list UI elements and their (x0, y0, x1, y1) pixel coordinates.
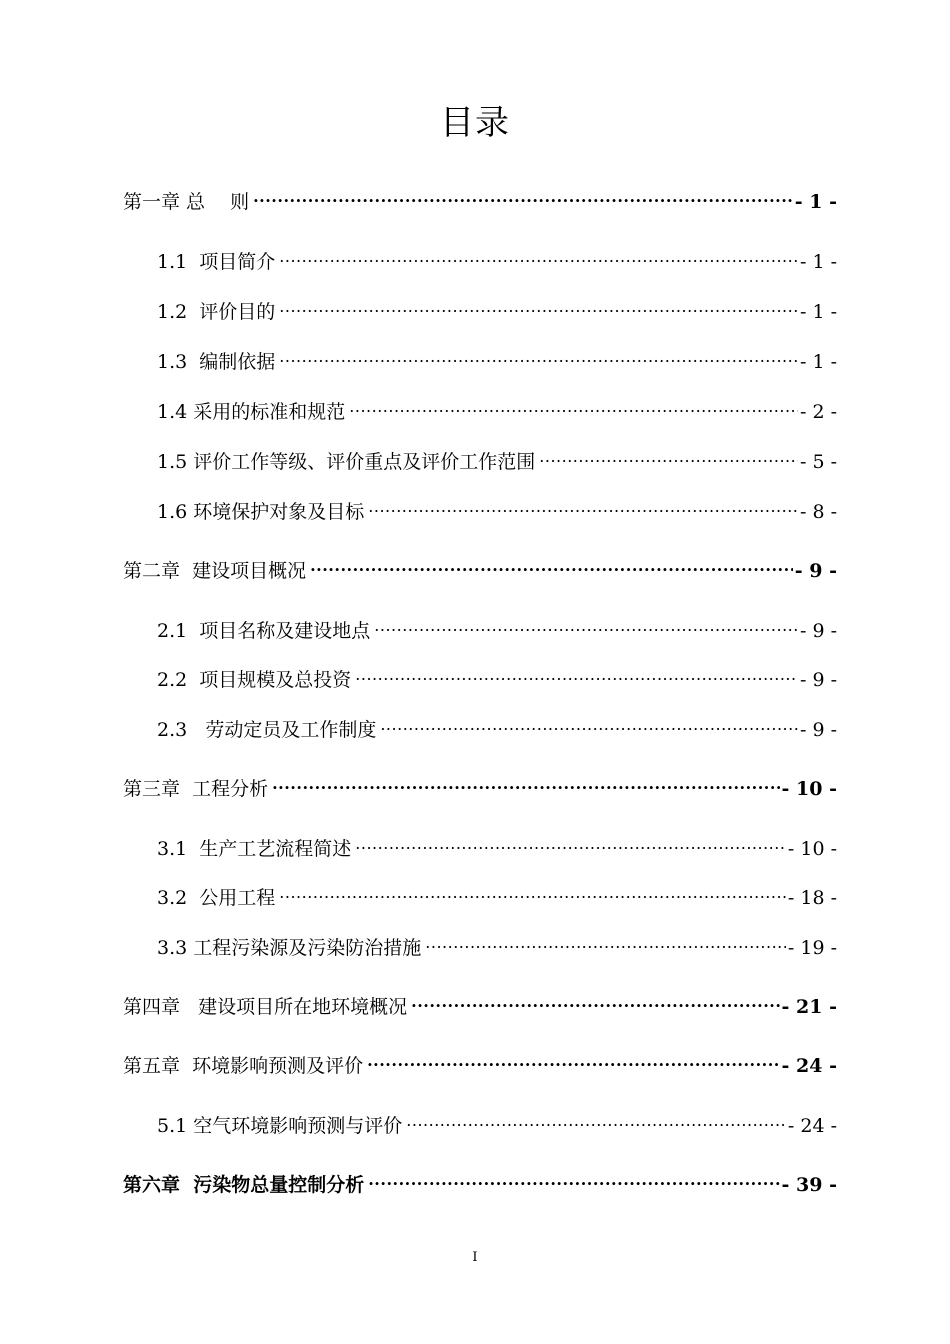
dot-leader (272, 765, 779, 795)
toc-entry-page: - 18 - (787, 887, 837, 909)
toc-entry-chapter-3[interactable] (123, 765, 837, 800)
toc-entry-chapter-5[interactable] (123, 1042, 837, 1077)
toc-entry-page: - 1 - (799, 301, 837, 323)
dot-leader (279, 338, 798, 368)
dot-leader (425, 924, 786, 954)
toc-entry-chapter-1[interactable] (123, 178, 837, 213)
toc-entry-section-1-2[interactable] (157, 288, 837, 323)
toc-entry-section-3-1[interactable] (157, 825, 837, 860)
toc-entry-section-1-6[interactable] (157, 488, 837, 523)
toc-entry-page: - 1 - (799, 351, 837, 373)
dot-leader (355, 825, 786, 855)
toc-entry-section-2-1[interactable] (157, 607, 837, 642)
toc-entry-label: 3.1 生产工艺流程简述 (157, 838, 352, 860)
toc-entry-page: - 10 - (787, 838, 837, 860)
toc-entry-page: - 2 - (799, 401, 837, 423)
toc-entry-page: - 19 - (787, 937, 837, 959)
toc-entry-page: - 1 - (799, 251, 837, 273)
toc-entry-chapter-4[interactable] (123, 983, 837, 1018)
dot-leader (539, 438, 798, 468)
toc-entry-label: 2.2 项目规模及总投资 (157, 669, 352, 691)
dot-leader (374, 607, 798, 637)
toc-entry-label: 5.1 空气环境影响预测与评价 (157, 1115, 403, 1137)
toc-entry-label: 1.2 评价目的 (157, 301, 276, 323)
toc-entry-label: 1.1 项目简介 (157, 251, 276, 273)
toc-entry-label: 3.2 公用工程 (157, 887, 276, 909)
dot-leader (279, 288, 798, 318)
toc-entry-section-5-1[interactable] (157, 1102, 837, 1137)
toc-entry-section-1-5[interactable] (157, 438, 837, 473)
toc-entry-page: - 5 - (799, 451, 837, 473)
toc-entry-label: 第四章 建设项目所在地环境概况 (123, 996, 408, 1018)
toc-entry-chapter-2[interactable] (123, 547, 837, 582)
toc-entry-section-1-3[interactable] (157, 338, 837, 373)
dot-leader (310, 547, 793, 577)
page-title: 目录 (440, 103, 510, 143)
page-number: I (472, 1250, 478, 1265)
dot-leader (411, 983, 779, 1013)
toc-entry-page: - 24 - (781, 1055, 837, 1077)
dot-leader (279, 874, 786, 904)
dot-leader (367, 1042, 779, 1072)
toc-entry-page: - 8 - (799, 501, 837, 523)
toc-entry-section-2-2[interactable] (157, 656, 837, 691)
toc-entry-section-3-2[interactable] (157, 874, 837, 909)
toc-entry-page: - 9 - (799, 719, 837, 741)
toc-entry-section-2-3[interactable] (157, 706, 837, 741)
dot-leader (279, 238, 798, 268)
toc-entry-page: - 10 - (781, 778, 837, 800)
dot-leader (380, 706, 798, 736)
dot-leader (368, 488, 798, 518)
toc-entry-label: 第六章 污染物总量控制分析 (123, 1174, 365, 1196)
toc-entry-label: 第三章 工程分析 (123, 778, 269, 800)
toc-entry-label: 1.5 评价工作等级、评价重点及评价工作范围 (157, 451, 536, 473)
dot-leader (349, 388, 798, 418)
toc-entry-page: - 24 - (787, 1115, 837, 1137)
toc-entry-label: 第五章 环境影响预测及评价 (123, 1055, 364, 1077)
toc-entry-page: - 9 - (799, 669, 837, 691)
dot-leader (253, 178, 793, 208)
toc-entry-chapter-6[interactable] (123, 1161, 837, 1196)
toc-entry-page: - 9 - (794, 560, 837, 582)
toc-entry-label: 1.3 编制依据 (157, 351, 276, 373)
toc-entry-label: 1.4 采用的标准和规范 (157, 401, 346, 423)
toc-entry-label: 1.6 环境保护对象及目标 (157, 501, 365, 523)
toc-entry-page: - 21 - (781, 996, 837, 1018)
toc-entry-label: 3.3 工程污染源及污染防治措施 (157, 937, 422, 959)
toc-entry-page: - 9 - (799, 620, 837, 642)
dot-leader (406, 1102, 786, 1132)
toc-entry-label: 第一章 总 则 (123, 191, 250, 213)
dot-leader (355, 656, 798, 686)
toc-entry-section-1-4[interactable] (157, 388, 837, 423)
toc-entry-section-3-3[interactable] (157, 924, 837, 959)
toc-entry-label: 2.1 项目名称及建设地点 (157, 620, 371, 642)
toc-entry-label: 2.3 劳动定员及工作制度 (157, 719, 377, 741)
toc-entry-page: - 39 - (781, 1174, 837, 1196)
toc-entry-label: 第二章 建设项目概况 (123, 560, 307, 582)
toc-entry-page: - 1 - (794, 191, 837, 213)
toc-entry-section-1-1[interactable] (157, 238, 837, 273)
dot-leader (368, 1161, 779, 1191)
